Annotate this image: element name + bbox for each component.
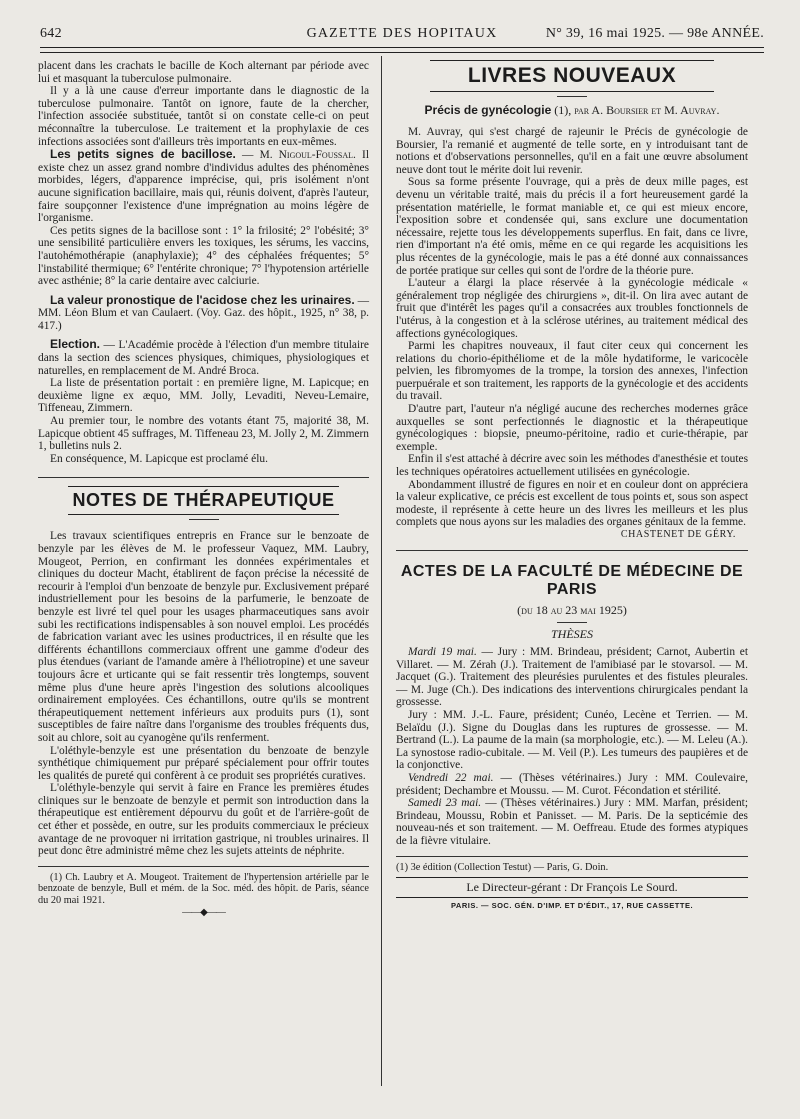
these-entry: Jury : MM. J.-L. Faure, président; Cunéo, Lecène et Terrien. — M. Belaïdu (J.). Signe du Douglas dans les ruptures de grossesse. — M. Bertrand (L.). La paume de la main (sa morphologie, etc.). — M. Leleu (A.). La synostose radio-cubitale. — M. Veil (P.). Les tumeurs des paupières et de la conjonctive. bbox=[396, 708, 748, 772]
paragraph: Il y a là une cause d'erreur importante dans le diagnostic de la tuberculose pulmonaire. Tantôt on ignore, faute de la chercher, l'infection associée substituée, tantôt si on constate celle-ci on peut méconnaître la tuberculose. Le traitement et la prophylaxie de ces infections associées sont d'ailleurs très importants en eux-mêmes. bbox=[38, 85, 369, 148]
directeur-gerant: Le Directeur-gérant : Dr François Le Sourd. bbox=[396, 877, 748, 898]
paragraph: Enfin il s'est attaché à décrire avec soin les méthodes d'anesthésie et toutes les techniques opératoires actuellement utilisées en gynécologie. bbox=[396, 453, 749, 479]
these-text: — Jury : MM. Brindeau, président; Carnot, Aubertin et Villaret. — M. Zérah (J.). Traitement de l'amibiasé par le stovarsol. — M. Jacquet (G.). Traitement des pleurésies purulentes et des fistules pleurales. — M. Juge (Ch.). Des indications des interventions chirurgicales pendant la grossesse. bbox=[396, 646, 748, 709]
these-text: — (Thèses vétérinaires.) Jury : MM. Coulevaire, président; Dechambre et Moussu. — M. Curot. Fécondation et stérilité. bbox=[396, 771, 749, 797]
footnote-rule bbox=[38, 866, 369, 867]
page-header bbox=[40, 26, 764, 46]
these-entry bbox=[396, 797, 748, 847]
header-rule bbox=[40, 47, 764, 53]
short-rule bbox=[189, 519, 219, 520]
paragraph: Abondamment illustré de figures en noir et en couleur dont on appréciera la valeur explicative, ce précis est excellent de tous points et, sous son aspect modeste, il représente à cette heure un des livres les meilleurs et les plus complets que nous ayons sur les maladies des organes génitaux de la femme. bbox=[396, 478, 748, 529]
short-rule bbox=[557, 622, 587, 623]
these-day: Samedi 23 mai. bbox=[408, 797, 482, 810]
paragraph: L'oléthyle-benzyle est une présentation du benzoate de benzyle synthétique chimiquement pur préparé spécialement pour offrir toutes les qualités de pureté qui confèrent à ce produit ses propriétés curatives. bbox=[38, 744, 369, 782]
paragraph: La liste de présentation portait : en première ligne, M. Lapicque; en deuxième ligne ex æquo, MM. Jolly, Levaditi, Neveu-Lemaire, Tiffeneau, Zimmern. bbox=[38, 377, 369, 415]
these-day: Mardi 19 mai. bbox=[408, 646, 477, 658]
paragraph: placent dans les crachats le bacille de Koch alternant par période avec lui et masquant la tuberculose pulmonaire. bbox=[38, 60, 369, 85]
column-divider bbox=[381, 56, 382, 1086]
these-text: — (Thèses vétérinaires.) Jury : MM. Marfan, président; Brindeau, Moussu, Robin et Panisset. — M. Paris. De la septicémie des nouveau-nés et son traitement. — M. Oeffreau. Etude des formes atypiques de la fièvre vitulaire. bbox=[396, 797, 748, 847]
paragraph: Parmi les chapitres nouveaux, il faut citer ceux qui concernent les relations du chorio-épithéliome et de la môle hydatiforme, le varicocèle pelvien, les fibromyomes de la trompe, la torsion des annexes, l'infection puerpuérale et son traitement, les rapports de la gynécologie et des accidents du travail. bbox=[396, 340, 748, 403]
livres-nouveaux-heading: LIVRES NOUVEAUX bbox=[430, 60, 714, 92]
article-acidose bbox=[38, 294, 369, 333]
section-rule bbox=[396, 550, 748, 551]
book-heading bbox=[396, 103, 748, 118]
these-entry bbox=[396, 646, 748, 709]
article-title: La valeur pronostique de l'acidose chez les urinaires. bbox=[50, 292, 355, 307]
left-column bbox=[38, 60, 369, 918]
article-text: — MM. Léon Blum et van Caulaert. (Voy. Gaz. des hôpit., 1925, n° 38, p. 417.) bbox=[38, 294, 369, 332]
ornament: ——◆—— bbox=[182, 906, 225, 918]
footnote-text: (1) Ch. Laubry et A. Mougeot. Traitement de l'hypertension artérielle par le benzoate de benzyle, Bull et mém. de la Soc. méd. des hôpit. de Paris, séance du 20 mai 1921. bbox=[38, 871, 369, 907]
page-number: 642 bbox=[40, 26, 62, 41]
printer-imprint: PARIS. — SOC. GÉN. D'IMP. ET D'ÉDIT., 17, RUE CASSETTE. bbox=[450, 901, 694, 911]
footnote-rule bbox=[396, 856, 748, 857]
right-column bbox=[396, 60, 748, 910]
short-rule bbox=[557, 96, 587, 97]
article-text: — L'Académie procède à l'élection d'un membre titulaire dans la section des sciences physiques, chimiques, physiologiques et naturelles, en remplacement de M. André Broca. bbox=[38, 339, 369, 377]
article-election bbox=[38, 338, 369, 377]
article-author: M. Nigoul-Foussal. bbox=[259, 149, 356, 162]
paragraph: Sous sa forme présente l'ouvrage, qui a près de deux mille pages, est devenu un véritable traité, mais du précis il a fort heureusement gardé la présentation matérielle, le format maniable et, ce qui est mieux encore, l'exposition sobre et condensée qui, sans exclure une documentation nécessaire, rejette tous les développements superflus. En fait, dans ce livre, rien d'important n'a été omis, même en ce qui regarde les acquisitions les plus récentes de la gynécologie, mais le pas a été donné aux connaissances de portée pratique sur celles qui sont de l'ordre de la théorie pure. bbox=[396, 176, 748, 277]
article-petits-signes: Les petits signes de bacillose. — M. Nigoul-Foussal. Il existe chez un assez grand nombre d'individus adultes des phénomènes morbides, légers, d'apparence imprécise, qui, pris isolément n'ont aucune signification bacillaire, mais qui, réunis doivent, d'après l'auteur, faire soupçonner l'existence d'une imprégnation au moins légère de l'organisme. bbox=[38, 147, 369, 225]
theses-heading: THÈSES bbox=[551, 627, 593, 641]
article-title: Election. bbox=[50, 337, 101, 352]
actes-faculte-heading: ACTES DE LA FACULTÉ DE MÉDECINE DE PARIS bbox=[400, 563, 744, 598]
issue-info: N° 39, 16 mai 1925. — 98e ANNÉE. bbox=[545, 26, 764, 41]
book-meta: (1), par A. Boursier et M. Auvray. bbox=[554, 103, 720, 117]
section-rule bbox=[38, 477, 369, 478]
paragraph: M. Auvray, qui s'est chargé de rajeunir le Précis de gynécologie de Boursier, l'a remanié et augmenté de telle sorte, en y introduisant tant de notions et d'observations personnelles, qu'il en a fait une œuvre absolument neuve dont tout le mérite doit lui revenir. bbox=[396, 126, 748, 176]
paragraph: Les travaux scientifiques entrepris en France sur le benzoate de benzyle par les élèves de M. le professeur Vaquez, MM. Laubry, Mougeot, Perrion, en confirmant les données expérimentales et cliniques du docteur Macht, établirent de façon précise la nécessité de recourir à l'emploi d'un benzoate de benzyle pur. Exclusivement préparé industriellement pour les besoins de la parfumerie, le benzoate de benzyle est livré tel quel pour les usages pharmaceutiques sans avoir subi les rectifications indispensables à son nouvel emploi. Les procédés de fabrication variant avec les usines productrices, il en résulte que les différents échantillons commerciaux offrent une gamme d'odeur des plus étendues (variant de l'amande amère à l'héliotropine) et une saveur toujours âcre et urticante qui se fait ressentir très longtemps, souvent même plus d'une heure après l'ingestion des solutions alcooliques ordinairement employées. Ces échantillons, outre qu'ils se montrent thérapeutiquement nettement inférieurs aux produits purs (1), sont susceptibles de faire naître dans l'organisme des troubles fréquents dus, soit au chlore, soit au cyanogène qu'ils renferment. bbox=[38, 530, 369, 744]
article-text: Il existe chez un assez grand nombre d'individus adultes des phénomènes morbides, légers, d'apparence imprécise, qui, pris isolément n'ont aucune signification bacillaire, mais qui, réunis doivent, d'après l'auteur, faire soupçonner l'existence d'une imprégnation au moins légère de l'organisme. bbox=[38, 149, 369, 225]
paragraph: En conséquence, M. Lapicque est proclamé élu. bbox=[50, 452, 268, 465]
notes-therapeutique-heading: NOTES DE THÉRAPEUTIQUE bbox=[68, 486, 339, 515]
article-title: Les petits signes de bacillose. bbox=[50, 147, 236, 162]
footnote bbox=[38, 872, 369, 907]
paragraph: L'oléthyle-benzyle qui servit à faire en France les premières études cliniques sur le benzoate de benzyle et permit son introduction dans la thérapeutique est entièrement dépourvu du goût et de l'arrière-goût de cet éther et possède, en outre, sur les produits commerciaux le précieux avantage de ne provoquer ni irritation gastrique, ni troubles urinaires. Il peut donc être administré même chez les sujets atteints de néphrite. bbox=[38, 782, 369, 858]
these-day: Vendredi 22 mai. bbox=[408, 771, 494, 784]
paragraph: Au premier tour, le nombre des votants étant 75, majorité 38, M. Lapicque obtient 45 suffrages, M. Tiffeneau 23, M. Jolly 2, M. Zimmern 1, bulletins nuls 2. bbox=[38, 415, 369, 453]
actes-dates: (du 18 au 23 mai 1925) bbox=[517, 603, 627, 617]
paragraph: Ces petits signes de la bacillose sont : 1° la frilosité; 2° l'obésité; 3° une sensibilité particulière envers les toxiques, les sérums, les vaccins, l'autohémothérapie (anaphylaxie); 4° des céphalées fréquentes; 5° l'instabilité thermique; 6° l'entérite chronique; 7° l'hypotension artérielle avec asthénie; 8° la carie dentaire avec calciurie. bbox=[38, 224, 369, 288]
review-signature: CHASTENET DE GÉRY. bbox=[620, 529, 736, 540]
paragraph: L'auteur a élargi la place réservée à la gynécologie médicale « généralement trop négligée des chirurgiens », dit-il. On lira avec autant de fruit que d'intérêt les pages qu'il a consacrées aux troubles fonctionnels de l'utérus, à la congestion et à la sclérose utérines, au traitement médical des affections gynécologiques. bbox=[396, 277, 748, 340]
these-entry bbox=[396, 772, 748, 797]
footnote bbox=[396, 862, 748, 874]
book-title: Précis de gynécologie bbox=[424, 103, 552, 117]
footnote-text: (1) 3e édition (Collection Testut) — Paris, G. Doin. bbox=[396, 861, 609, 873]
paragraph: D'autre part, l'auteur n'a négligé aucune des recherches modernes grâce auxquelles se sont perfectionnés le diagnostic et la thérapeutique gynécologiques : biopsie, pneumo-péritoine, radio et curie-thérapie, par exemple. bbox=[396, 403, 748, 453]
journal-title: GAZETTE DES HOPITAUX bbox=[306, 26, 498, 41]
